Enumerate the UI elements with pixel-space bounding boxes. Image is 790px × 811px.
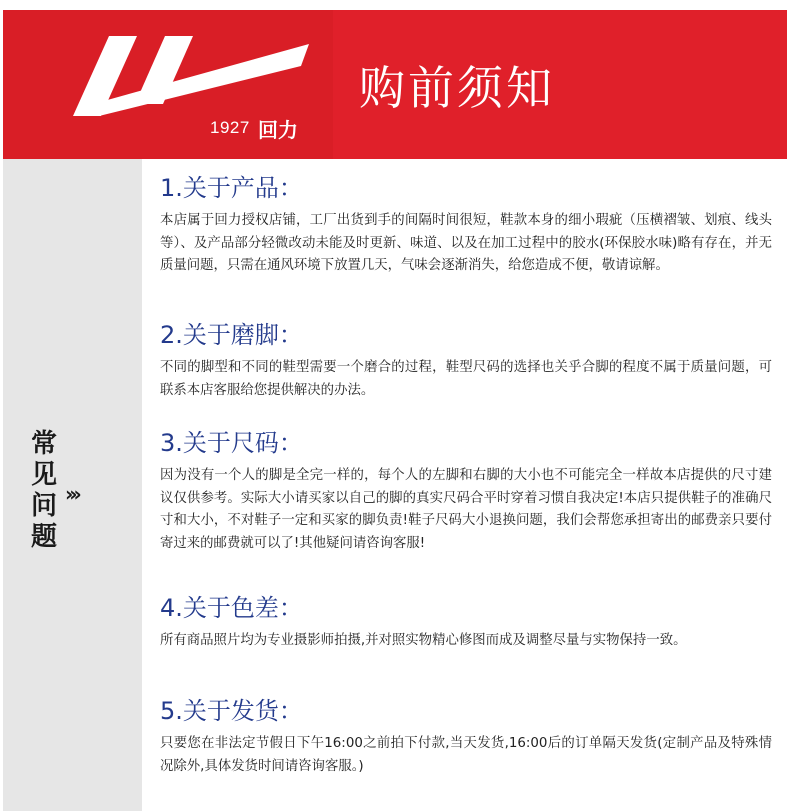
arrow-right-icon: ››› xyxy=(65,482,78,506)
faq-content xyxy=(142,159,787,811)
header-banner xyxy=(3,10,787,159)
logo-brand-name: 回力 xyxy=(258,118,298,142)
page-title: 购前须知 xyxy=(359,61,555,115)
section-heading: 2.关于磨脚： xyxy=(160,321,303,349)
brand-logo xyxy=(3,10,333,159)
faq-label: 常见问题 xyxy=(30,429,57,552)
section-heading: 4.关于色差： xyxy=(160,594,303,622)
logo-year: 1927 xyxy=(210,118,250,137)
section-body: 因为没有一个人的脚是全完一样的，每个人的左脚和右脚的大小也不可能完全一样故本店提供的尺寸建议仅供参考。实际大小请买家以自己的脚的真实尺码合平时穿着习惯自我决定!本店只提供鞋子的准确尺寸和大小，不对鞋子一定和买家的脚负责!鞋子尺码大小退换问题，我们会帮您承担寄出的邮费亲只要付寄过来的邮费就可以了!其他疑问请咨询客服! xyxy=(160,468,772,551)
section-color xyxy=(160,593,772,653)
section-heading: 1.关于产品： xyxy=(160,174,303,202)
section-heading: 5.关于发货： xyxy=(160,697,303,725)
section-body: 不同的脚型和不同的鞋型需要一个磨合的过程，鞋型尺码的选择也关乎合脚的程度不属于质量问题，可联系本店客服给您提供解决的办法。 xyxy=(160,360,772,398)
section-body: 只要您在非法定节假日下午16:00之前拍下付款,当天发货,16:00后的订单隔天发货(定制产品及特殊情况除外,具体发货时间请咨询客服。) xyxy=(160,736,772,774)
section-size xyxy=(160,428,772,555)
section-product xyxy=(160,173,772,278)
section-shipping xyxy=(160,696,772,778)
section-body: 本店属于回力授权店铺，工厂出货到手的间隔时间很短，鞋款本身的细小瑕疵（压横褶皱、划痕、线头等）、及产品部分轻微改动未能及时更新、味道、以及在加工过程中的胶水(环保胶水味)略有存在，并无质量问题，只需在通风环境下放置几天，气味会逐渐消失，给您造成不便，敬请谅解。 xyxy=(160,213,772,274)
sidebar xyxy=(3,159,142,811)
section-foot-fit xyxy=(160,320,772,402)
warrior-logo-icon xyxy=(73,36,323,116)
section-heading: 3.关于尺码： xyxy=(160,429,303,457)
section-body: 所有商品照片均为专业摄影师拍摄,并对照实物精心修图而成及调整尽量与实物保持一致。 xyxy=(160,633,687,648)
